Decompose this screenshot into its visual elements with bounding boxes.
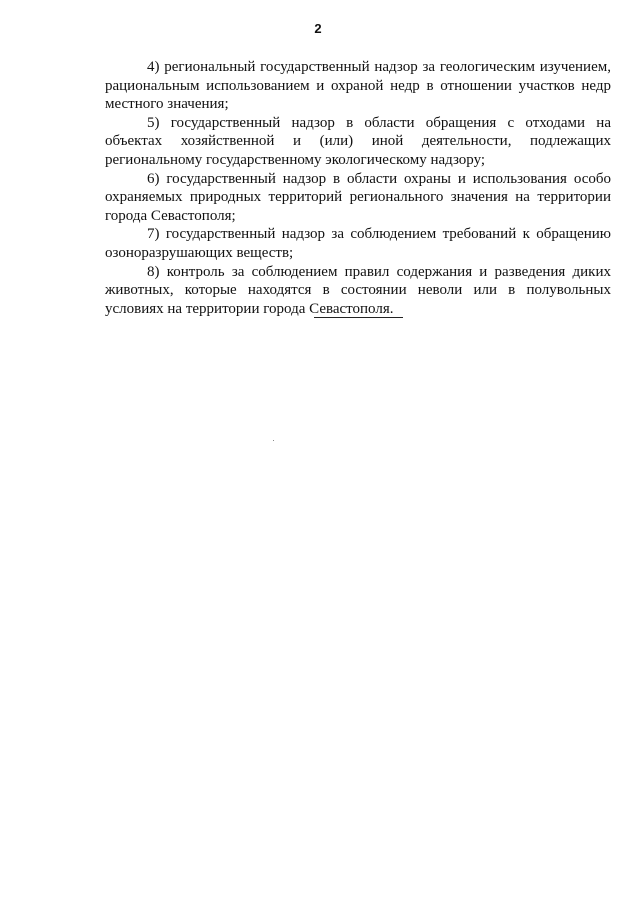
paragraph-item-8: 8) контроль за соблюдением правил содержания и разведения диких животных, которые находятся в состоянии неволи или в полувольных условиях на территории города Севастополя.: [105, 263, 611, 317]
document-body: [105, 58, 611, 318]
page-number: 2: [314, 21, 322, 36]
paragraph-item-7: 7) государственный надзор за соблюдением требований к обращению озоноразрушающих веществ;: [105, 226, 611, 261]
closing-divider: [314, 317, 403, 318]
paragraph-item-5: 5) государственный надзор в области обращения с отходами на объектах хозяйственной и (или) иной деятельности, подлежащих региональному государственному экологическому надзору;: [105, 114, 611, 168]
scan-speck: [273, 440, 274, 441]
paragraph-item-6: 6) государственный надзор в области охраны и использования особо охраняемых природных территорий регионального значения на территории города Севастополя;: [105, 170, 611, 224]
paragraph-item-4: 4) региональный государственный надзор за геологическим изучением, рациональным использованием и охраной недр в отношении участков недр местного значения;: [105, 59, 611, 113]
